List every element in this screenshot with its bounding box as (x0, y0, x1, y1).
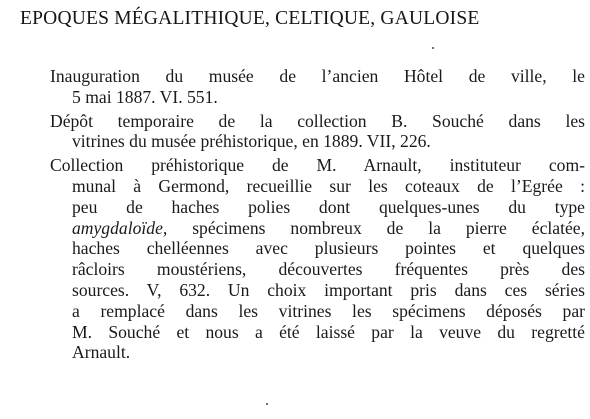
entry-line: sources. V, 632. Un choix important pris dans ces séries (72, 279, 585, 300)
section-heading: EPOQUES MÉGALITHIQUE, CELTIQUE, GAULOISE (20, 8, 480, 29)
entry-inauguration (50, 66, 585, 108)
italic-term: amygdaloïde, (72, 217, 168, 238)
entry-line: a remplacé dans les vitrines les spécimens déposés par (72, 300, 585, 321)
print-speck (266, 403, 268, 405)
entry-line-text: spécimens nombreux de la pierre éclatée, (192, 217, 585, 238)
entry-line: Dépôt temporaire de la collection B. Souché dans les (50, 110, 585, 131)
entry-line: Collection préhistorique de M. Arnault, instituteur com- (50, 155, 585, 176)
entry-collection-arnault (50, 155, 585, 363)
entry-line: 5 mai 1887. VI. 551. (72, 86, 218, 107)
print-speck (432, 47, 434, 49)
entry-line: M. Souché et nous a été laissé par la veuve du regretté (72, 321, 585, 342)
entry-depot-temporaire (50, 111, 585, 153)
entry-line: haches chelléennes avec plusieurs pointes et quelques (72, 238, 585, 259)
entry-line: râcloirs moustériens, découvertes fréquentes près des (72, 259, 585, 280)
entry-line: Inauguration du musée de l’ancien Hôtel de ville, le (50, 66, 585, 86)
entry-list (50, 66, 585, 366)
entry-line: Arnault. (72, 342, 131, 363)
entry-line-with-italic (50, 218, 585, 239)
entry-line: vitrines du musée préhistorique, en 1889. VII, 226. (72, 131, 431, 152)
entry-line: munal à Germond, recueillie sur les coteaux de l’Egrée : (72, 175, 585, 196)
entry-line: peu de haches polies dont quelques-unes du type (72, 196, 585, 217)
